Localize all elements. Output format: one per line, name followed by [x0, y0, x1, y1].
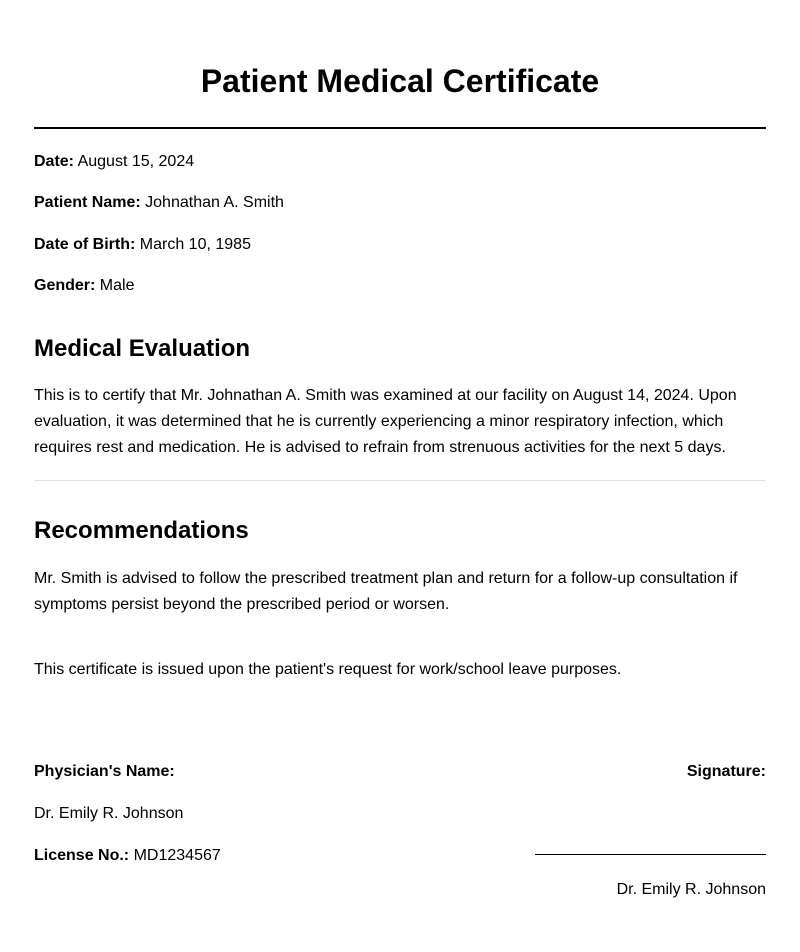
physician-name-value: Dr. Emily R. Johnson	[34, 805, 184, 822]
issuance-note: This certificate is issued upon the patient's request for work/school leave purposes.	[34, 661, 622, 678]
patient-name-field	[34, 193, 284, 213]
date-label: Date:	[34, 153, 75, 170]
patient-name-label: Patient Name:	[34, 194, 141, 211]
gender-field	[34, 276, 134, 296]
dob-value: March 10, 1985	[139, 236, 251, 253]
license-value: MD1234567	[133, 847, 221, 864]
gender-value: Male	[99, 277, 135, 294]
dob-field	[34, 235, 251, 255]
date-value: August 15, 2024	[77, 153, 195, 170]
signature-label: Signature:	[686, 763, 766, 780]
dob-label: Date of Birth:	[34, 236, 136, 253]
medical-evaluation-heading: Medical Evaluation	[34, 335, 251, 362]
section-divider	[34, 480, 766, 481]
recommendations-text: Mr. Smith is advised to follow the prescribed treatment plan and return for a follow-up consultation if symptoms persist beyond the prescribed period or worsen.	[34, 570, 738, 613]
title-divider	[34, 127, 766, 129]
signature-name: Dr. Emily R. Johnson	[616, 881, 766, 898]
page-title: Patient Medical Certificate	[200, 63, 600, 99]
gender-label: Gender:	[34, 277, 96, 294]
license-field	[34, 846, 221, 866]
license-label: License No.:	[34, 847, 130, 864]
patient-name-value: Johnathan A. Smith	[145, 194, 284, 211]
signature-line	[535, 854, 766, 855]
physician-name-label: Physician's Name:	[34, 763, 175, 780]
recommendations-heading: Recommendations	[34, 517, 249, 544]
medical-evaluation-text: This is to certify that Mr. Johnathan A. Smith was examined at our facility on August 14, 2024. Upon evaluation, it was determined that he is currently experiencing a minor respiratory infection, which requires rest and medication. He is advised to refrain from strenuous activities for the next 5 days.	[34, 387, 737, 456]
date-field	[34, 152, 194, 172]
